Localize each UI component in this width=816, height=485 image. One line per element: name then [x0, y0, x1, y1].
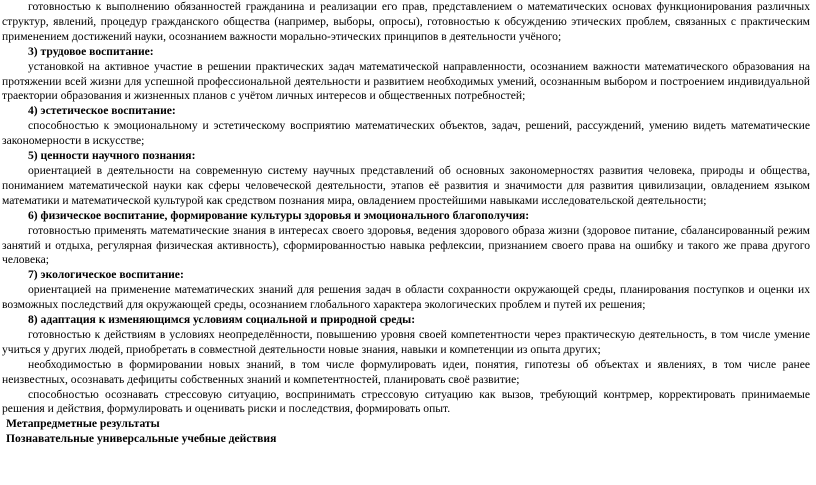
heading-aesthetic-education: 4) эстетическое воспитание:	[28, 104, 176, 118]
paragraph-ecological-education: ориентацией на применение математических знаний для решения задач в области сохранности окружающей среды, планирования поступков и оценки их возможных последствий для окружающей среды, осознанием глобального характера экологических проблем и путей их решения;	[2, 283, 810, 312]
paragraph-labor-education: установкой на активное участие в решении практических задач математической направленности, осознанием важности математического образования на протяжении всей жизни для успешной профессиональной деятельности и развитием необходимых умений, осознанным выбором и построением индивидуальной траектории образования и жизненных планов с учётом личных интересов и общественных потребностей;	[2, 59, 810, 103]
paragraph-adaptation-knowledge: необходимостью в формировании новых знаний, в том числе формулировать идеи, понятия, гипотезы об объектах и явлениях, в том числе ранее неизвестных, осознавать дефициты собственных знаний и компетентностей, планировать своё развитие;	[2, 357, 810, 386]
heading-labor-education: 3) трудовое воспитание:	[28, 44, 154, 58]
section-title-metasubject-results: Метапредметные результаты	[6, 417, 160, 431]
section-title-cognitive-actions: Познавательные универсальные учебные действия	[6, 432, 277, 446]
paragraph-civic-continuation: готовностью к выполнению обязанностей гражданина и реализации его прав, представлением о математических основах функционирования различных структур, явлений, процедур гражданского общества (например, выборы, опросы), готовностью к обсуждению этических проблем, связанных с практическим применением достижений науки, осознанием важности морально-этических принципов в деятельности учёного;	[2, 0, 810, 43]
heading-physical-education: 6) физическое воспитание, формирование культуры здоровья и эмоционального благополучия:	[28, 208, 530, 222]
paragraph-adaptation-readiness: готовностью к действиям в условиях неопределённости, повышению уровня своей компетентности через практическую деятельность, в том числе умение учиться у других людей, приобретать в совместной деятельности новые знания, навыки и компетенции из опыта других;	[2, 327, 810, 356]
paragraph-aesthetic-education: способностью к эмоциональному и эстетическому восприятию математических объектов, задач, решений, рассуждений, умению видеть математические закономерности в искусстве;	[2, 119, 810, 148]
heading-ecological-education: 7) экологическое воспитание:	[28, 268, 184, 282]
paragraph-physical-education: готовностью применять математические знания в интересах своего здоровья, ведения здорового образа жизни (здоровое питание, сбалансированный режим занятий и отдыха, регулярная физическая активность), сформированностью навыка рефлексии, признанием своего права на ошибку и такого же права другого человека;	[2, 223, 810, 267]
paragraph-scientific-values: ориентацией в деятельности на современную систему научных представлений об основных закономерностях развития человека, природы и общества, пониманием математической науки как сферы человеческой деятельности, этапов её развития и значимости для развития цивилизации, овладением языком математики и математической культурой как средством познания мира, овладением простейшими навыками исследовательской деятельности;	[2, 163, 810, 207]
heading-scientific-values: 5) ценности научного познания:	[28, 149, 196, 163]
heading-adaptation: 8) адаптация к изменяющимся условиям социальной и природной среды:	[28, 313, 416, 327]
paragraph-adaptation-stress: способностью осознавать стрессовую ситуацию, воспринимать стрессовую ситуацию как вызов, требующий контрмер, корректировать принимаемые решения и действия, формулировать и оценивать риски и последствия, формировать опыт.	[2, 387, 810, 416]
